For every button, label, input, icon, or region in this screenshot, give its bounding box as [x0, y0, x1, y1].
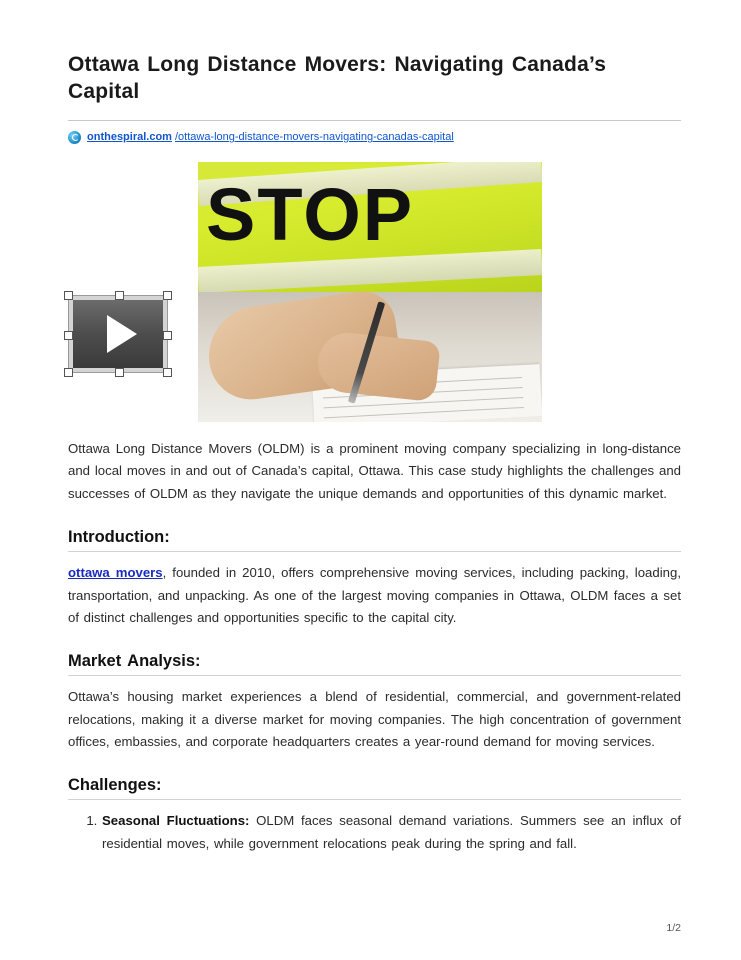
challenge-text: OLDM faces seasonal demand variations. Summers see an influx of residential moves, while government relocations peak during the spring and fall.: [102, 813, 681, 851]
resize-handle-w[interactable]: [64, 331, 73, 340]
market-analysis-paragraph: Ottawa’s housing market experiences a blend of residential, commercial, and government-related relocations, making it a diverse market for moving companies. The high concentration of government offices, embassies, and corporate headquarters creates a year-round demand for moving services.: [68, 688, 681, 750]
resize-handle-n[interactable]: [115, 291, 124, 300]
section-divider-introduction: [68, 551, 681, 552]
resize-handle-ne[interactable]: [163, 291, 172, 300]
introduction-paragraph: [68, 562, 681, 630]
play-button-icon[interactable]: [107, 315, 137, 353]
page-number: 1/2: [666, 922, 681, 934]
list-item: [102, 810, 681, 855]
globe-icon: [68, 131, 81, 144]
resize-handle-nw[interactable]: [64, 291, 73, 300]
resize-handle-s[interactable]: [115, 368, 124, 377]
resize-handle-e[interactable]: [163, 331, 172, 340]
hero-overlay-text: STOP: [206, 172, 415, 256]
video-surface[interactable]: [73, 300, 163, 368]
source-path[interactable]: /ottawa-long-distance-movers-navigating-canadas-capital: [174, 131, 454, 144]
section-heading-challenges: Challenges:: [68, 776, 162, 795]
section-heading-market-analysis: Market Analysis:: [68, 651, 201, 670]
safety-vest-region: [198, 162, 542, 292]
hero-image: [198, 162, 542, 422]
section-divider-challenges: [68, 799, 681, 800]
resize-handle-se[interactable]: [163, 368, 172, 377]
source-url-line[interactable]: [68, 131, 681, 144]
video-thumbnail[interactable]: [68, 295, 168, 373]
desk-region: [198, 292, 542, 422]
section-heading-introduction: Introduction:: [68, 527, 170, 546]
source-domain[interactable]: onthespiral.com: [87, 131, 172, 144]
introduction-paragraph-text: , founded in 2010, offers comprehensive moving services, including packing, loading, transportation, and unpacking. As one of the largest moving companies in Ottawa, OLDM faces a set of distinct challenges and opportunities specific to the capital city.: [68, 564, 681, 626]
title-divider: [68, 120, 681, 121]
challenge-term: Seasonal Fluctuations:: [102, 813, 250, 829]
section-divider-market-analysis: [68, 675, 681, 676]
ottawa-movers-link[interactable]: ottawa movers: [68, 564, 163, 580]
resize-handle-sw[interactable]: [64, 368, 73, 377]
intro-paragraph: Ottawa Long Distance Movers (OLDM) is a prominent moving company specializing in long-distance and local moves in and out of Canada’s capital, Ottawa. This case study highlights the challenges and successes of OLDM as they navigate the unique demands and opportunities of this dynamic market.: [68, 440, 681, 502]
media-block: [68, 162, 681, 424]
page-title: Ottawa Long Distance Movers: Navigating Canada’s Capital: [68, 53, 607, 103]
challenges-list: [68, 810, 681, 855]
